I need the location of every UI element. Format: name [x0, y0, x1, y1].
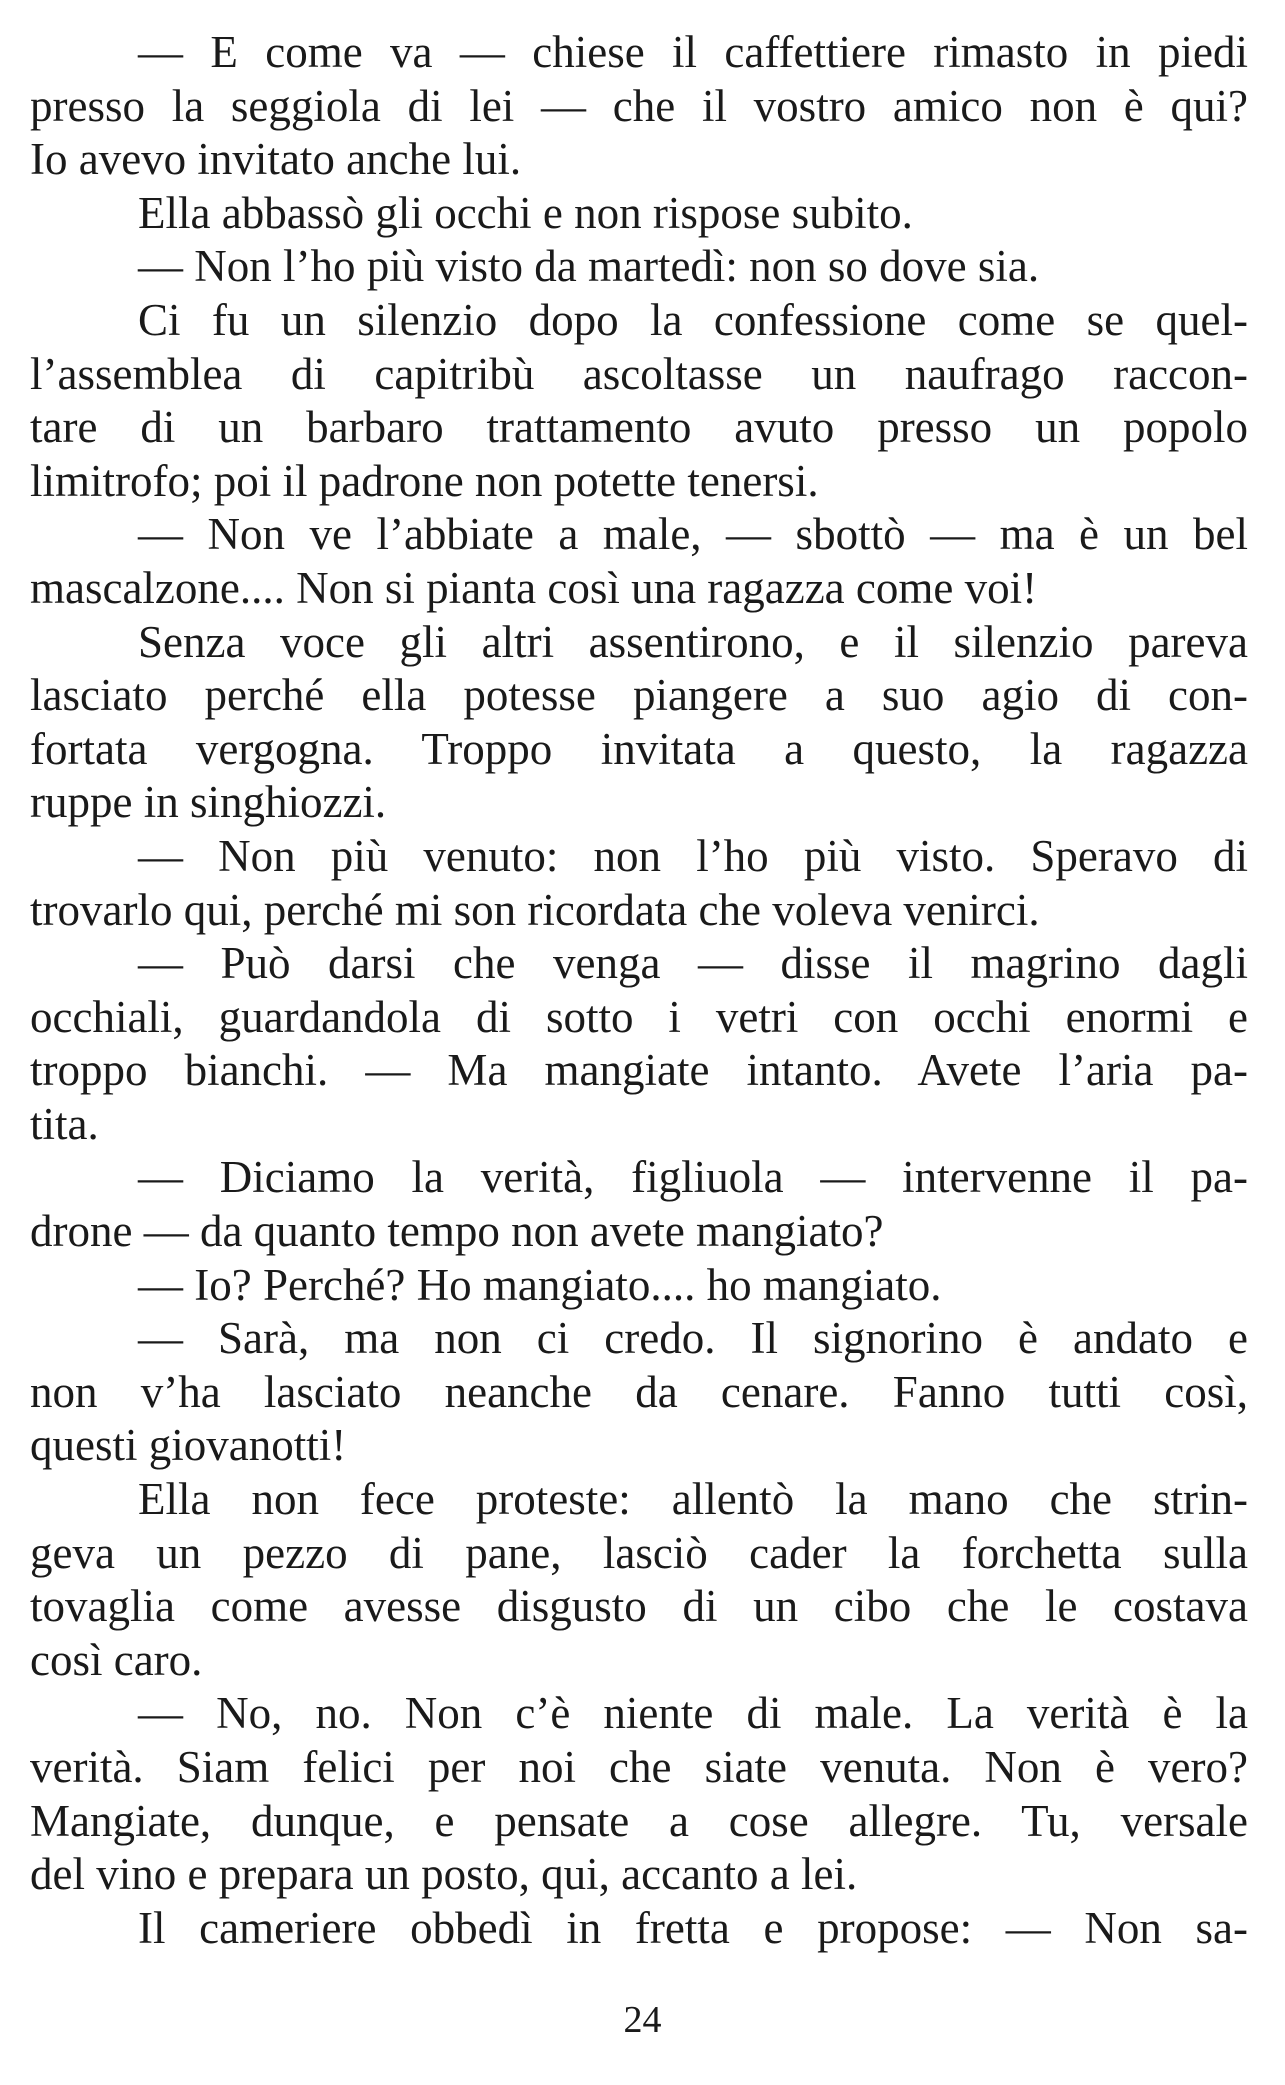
- text-line: del vino e prepara un posto, qui, accanto a lei.: [30, 1849, 858, 1900]
- text-line: questi giovanotti!: [30, 1420, 347, 1471]
- text-line: — Sarà, ma non ci credo. Il signorino è andato e: [138, 1313, 1248, 1364]
- text-line: tita.: [30, 1098, 99, 1149]
- text-line: troppo bianchi. — Ma mangiate intanto. Avete l’aria pa-: [30, 1045, 1248, 1096]
- text-line: l’assemblea di capitribù ascoltasse un naufrago raccon-: [30, 348, 1248, 399]
- text-line: lasciato perché ella potesse piangere a suo agio di con-: [30, 670, 1248, 721]
- text-line: fortata vergogna. Troppo invitata a questo, la ragazza: [30, 723, 1248, 774]
- text-line: Senza voce gli altri assentirono, e il silenzio pareva: [138, 616, 1248, 667]
- text-line: Ella non fece proteste: allentò la mano che strin-: [138, 1474, 1248, 1525]
- text-line: Ci fu un silenzio dopo la confessione come se quel-: [138, 294, 1248, 345]
- text-line: Ella abbassò gli occhi e non rispose subito.: [138, 187, 913, 238]
- text-line: trovarlo qui, perché mi son ricordata che voleva venirci.: [30, 884, 1040, 935]
- page-body-text: [30, 26, 1248, 1955]
- text-line: ruppe in singhiozzi.: [30, 777, 387, 828]
- text-line: così caro.: [30, 1634, 203, 1685]
- text-line: geva un pezzo di pane, lasciò cader la forchetta sulla: [30, 1527, 1248, 1578]
- text-line: Io avevo invitato anche lui.: [30, 134, 522, 185]
- text-line: tovaglia come avesse disgusto di un cibo che le costava: [30, 1581, 1248, 1632]
- text-line: — No, no. Non c’è niente di male. La verità è la: [138, 1688, 1248, 1739]
- text-line: tare di un barbaro trattamento avuto presso un popolo: [30, 402, 1248, 453]
- text-line: — Può darsi che venga — disse il magrino dagli: [138, 938, 1248, 989]
- page-number: 24: [623, 1999, 662, 2041]
- text-line: presso la seggiola di lei — che il vostro amico non è qui?: [30, 80, 1248, 131]
- text-line: Mangiate, dunque, e pensate a cose allegre. Tu, versale: [30, 1795, 1248, 1846]
- text-line: verità. Siam felici per noi che siate venuta. Non è vero?: [30, 1742, 1248, 1792]
- text-line: limitrofo; poi il padrone non potette tenersi.: [30, 455, 819, 506]
- text-line: — Non l’ho più visto da martedì: non so dove sia.: [138, 241, 1040, 292]
- text-line: — Non ve l’abbiate a male, — sbottò — ma è un bel: [138, 509, 1248, 560]
- text-line: drone — da quanto tempo non avete mangiato?: [30, 1206, 884, 1257]
- text-line: Il cameriere obbedì in fretta e propose: — Non sa-: [138, 1902, 1248, 1953]
- text-line: mascalzone.... Non si pianta così una ragazza come voi!: [30, 562, 1038, 613]
- text-line: occhiali, guardandola di sotto i vetri con occhi enormi e: [30, 991, 1248, 1042]
- text-line: — Non più venuto: non l’ho più visto. Speravo di: [138, 830, 1248, 881]
- text-line: non v’ha lasciato neanche da cenare. Fanno tutti così,: [30, 1366, 1248, 1417]
- text-line: — Io? Perché? Ho mangiato.... ho mangiato.: [138, 1259, 942, 1310]
- text-line: — Diciamo la verità, figliuola — intervenne il pa-: [138, 1152, 1248, 1203]
- text-line: — E come va — chiese il caffettiere rimasto in piedi: [138, 27, 1248, 77]
